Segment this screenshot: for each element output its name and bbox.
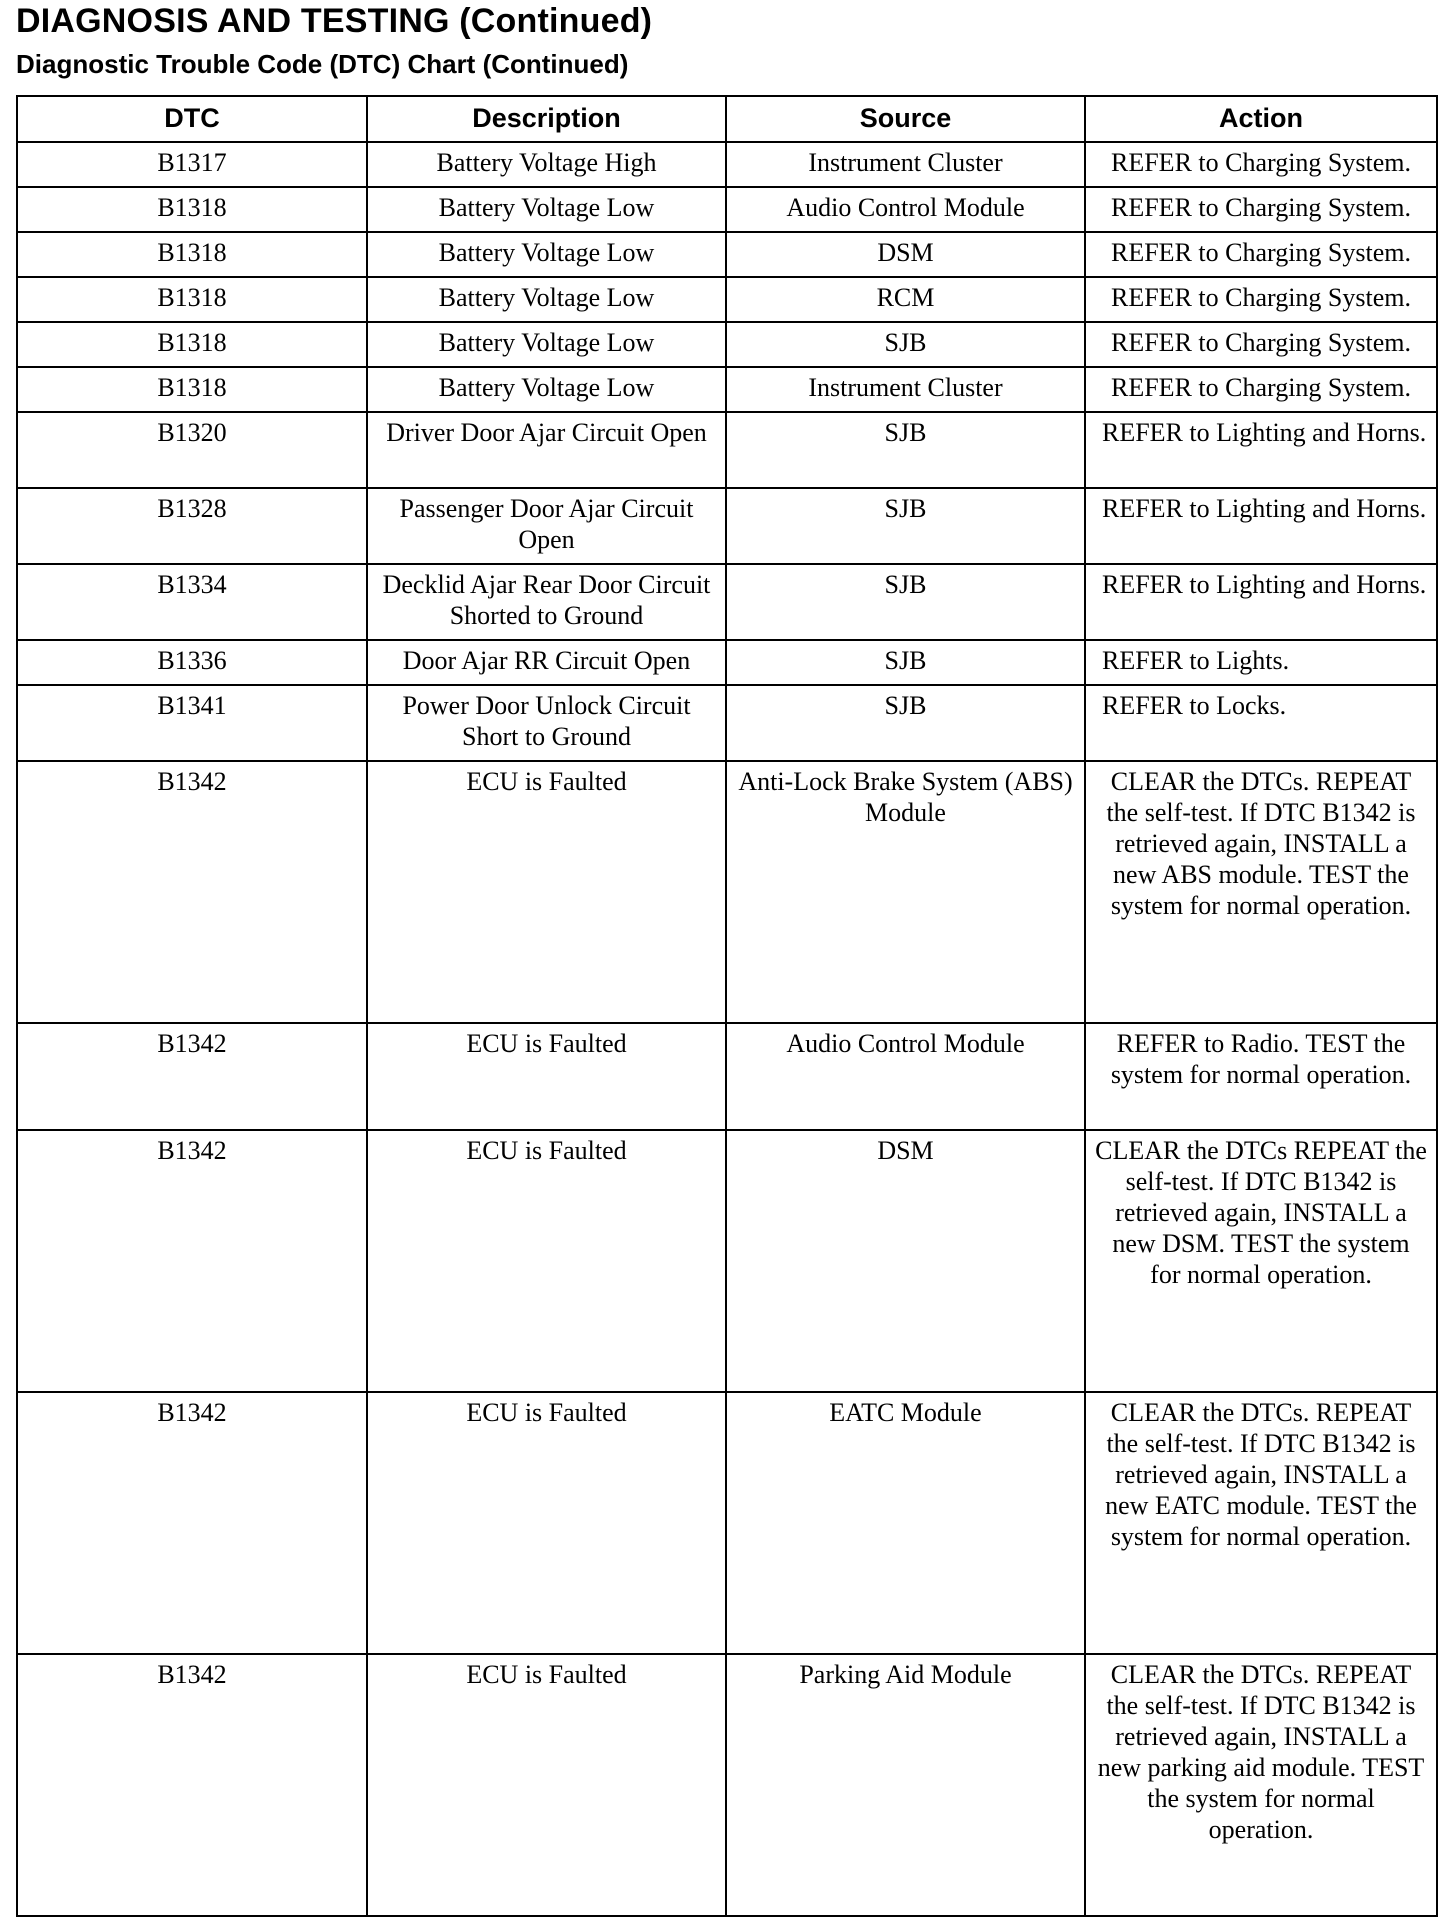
action-cell: CLEAR the DTCs. REPEAT the self-test. If DTC B1342 is retrieved again, INSTALL a new parking aid module. TEST the system for normal operation. bbox=[1085, 1654, 1437, 1916]
dtc-cell: B1318 bbox=[17, 367, 367, 412]
column-header-dtc: DTC bbox=[17, 96, 367, 142]
source-cell: SJB bbox=[726, 488, 1085, 564]
source-cell: Instrument Cluster bbox=[726, 142, 1085, 187]
action-cell: CLEAR the DTCs. REPEAT the self-test. If DTC B1342 is retrieved again, INSTALL a new ABS module. TEST the system for normal operation. bbox=[1085, 761, 1437, 1023]
action-cell: REFER to Lighting and Horns. bbox=[1085, 488, 1437, 564]
table-row bbox=[17, 232, 1437, 277]
dtc-cell: B1317 bbox=[17, 142, 367, 187]
page-title: DIAGNOSIS AND TESTING (Continued) bbox=[16, 2, 653, 40]
page-subtitle: Diagnostic Trouble Code (DTC) Chart (Continued) bbox=[16, 49, 629, 79]
description-cell: Battery Voltage Low bbox=[367, 367, 726, 412]
description-cell: Driver Door Ajar Circuit Open bbox=[367, 412, 726, 488]
dtc-cell: B1342 bbox=[17, 761, 367, 1023]
source-cell: DSM bbox=[726, 232, 1085, 277]
dtc-cell: B1341 bbox=[17, 685, 367, 761]
action-cell: REFER to Charging System. bbox=[1085, 142, 1437, 187]
source-cell: SJB bbox=[726, 322, 1085, 367]
description-cell: Passenger Door Ajar Circuit Open bbox=[367, 488, 726, 564]
description-cell: Door Ajar RR Circuit Open bbox=[367, 640, 726, 685]
action-cell: CLEAR the DTCs REPEAT the self-test. If DTC B1342 is retrieved again, INSTALL a new DSM. TEST the system for normal operation. bbox=[1085, 1130, 1437, 1392]
dtc-cell: B1342 bbox=[17, 1023, 367, 1130]
description-cell: ECU is Faulted bbox=[367, 1130, 726, 1392]
action-cell: REFER to Lights. bbox=[1085, 640, 1437, 685]
description-cell: Battery Voltage Low bbox=[367, 232, 726, 277]
table-row bbox=[17, 187, 1437, 232]
column-header-source: Source bbox=[726, 96, 1085, 142]
column-header-description: Description bbox=[367, 96, 726, 142]
dtc-cell: B1342 bbox=[17, 1654, 367, 1916]
table-row bbox=[17, 1023, 1437, 1130]
dtc-cell: B1318 bbox=[17, 187, 367, 232]
table-row bbox=[17, 1130, 1437, 1392]
source-cell: Instrument Cluster bbox=[726, 367, 1085, 412]
action-cell: REFER to Locks. bbox=[1085, 685, 1437, 761]
action-cell: REFER to Lighting and Horns. bbox=[1085, 564, 1437, 640]
dtc-table bbox=[16, 95, 1438, 1917]
source-cell: Parking Aid Module bbox=[726, 1654, 1085, 1916]
dtc-cell: B1328 bbox=[17, 488, 367, 564]
description-cell: ECU is Faulted bbox=[367, 761, 726, 1023]
table-row bbox=[17, 412, 1437, 488]
dtc-cell: B1342 bbox=[17, 1130, 367, 1392]
dtc-cell: B1342 bbox=[17, 1392, 367, 1654]
dtc-cell: B1320 bbox=[17, 412, 367, 488]
source-cell: SJB bbox=[726, 685, 1085, 761]
action-cell: REFER to Radio. TEST the system for normal operation. bbox=[1085, 1023, 1437, 1130]
table-row bbox=[17, 1654, 1437, 1916]
description-cell: Battery Voltage Low bbox=[367, 322, 726, 367]
description-cell: ECU is Faulted bbox=[367, 1654, 726, 1916]
source-cell: SJB bbox=[726, 412, 1085, 488]
action-cell: REFER to Charging System. bbox=[1085, 277, 1437, 322]
action-cell: REFER to Charging System. bbox=[1085, 232, 1437, 277]
action-cell: REFER to Charging System. bbox=[1085, 367, 1437, 412]
table-header-row bbox=[17, 96, 1437, 142]
table-row bbox=[17, 761, 1437, 1023]
column-header-action: Action bbox=[1085, 96, 1437, 142]
action-cell: REFER to Lighting and Horns. bbox=[1085, 412, 1437, 488]
dtc-cell: B1318 bbox=[17, 277, 367, 322]
action-cell: REFER to Charging System. bbox=[1085, 187, 1437, 232]
source-cell: DSM bbox=[726, 1130, 1085, 1392]
table-row bbox=[17, 367, 1437, 412]
dtc-cell: B1318 bbox=[17, 322, 367, 367]
source-cell: RCM bbox=[726, 277, 1085, 322]
source-cell: SJB bbox=[726, 640, 1085, 685]
description-cell: ECU is Faulted bbox=[367, 1392, 726, 1654]
source-cell: EATC Module bbox=[726, 1392, 1085, 1654]
table-row bbox=[17, 1392, 1437, 1654]
source-cell: Anti-Lock Brake System (ABS) Module bbox=[726, 761, 1085, 1023]
description-cell: Battery Voltage High bbox=[367, 142, 726, 187]
table-row bbox=[17, 277, 1437, 322]
description-cell: Battery Voltage Low bbox=[367, 187, 726, 232]
table-row bbox=[17, 488, 1437, 564]
table-row bbox=[17, 142, 1437, 187]
description-cell: ECU is Faulted bbox=[367, 1023, 726, 1130]
table-row bbox=[17, 322, 1437, 367]
action-cell: CLEAR the DTCs. REPEAT the self-test. If DTC B1342 is retrieved again, INSTALL a new EATC module. TEST the system for normal operation. bbox=[1085, 1392, 1437, 1654]
source-cell: Audio Control Module bbox=[726, 187, 1085, 232]
action-cell: REFER to Charging System. bbox=[1085, 322, 1437, 367]
table-row bbox=[17, 564, 1437, 640]
source-cell: Audio Control Module bbox=[726, 1023, 1085, 1130]
table-row bbox=[17, 640, 1437, 685]
description-cell: Power Door Unlock Circuit Short to Ground bbox=[367, 685, 726, 761]
dtc-cell: B1318 bbox=[17, 232, 367, 277]
table-row bbox=[17, 685, 1437, 761]
dtc-cell: B1334 bbox=[17, 564, 367, 640]
dtc-cell: B1336 bbox=[17, 640, 367, 685]
source-cell: SJB bbox=[726, 564, 1085, 640]
description-cell: Decklid Ajar Rear Door Circuit Shorted to Ground bbox=[367, 564, 726, 640]
description-cell: Battery Voltage Low bbox=[367, 277, 726, 322]
